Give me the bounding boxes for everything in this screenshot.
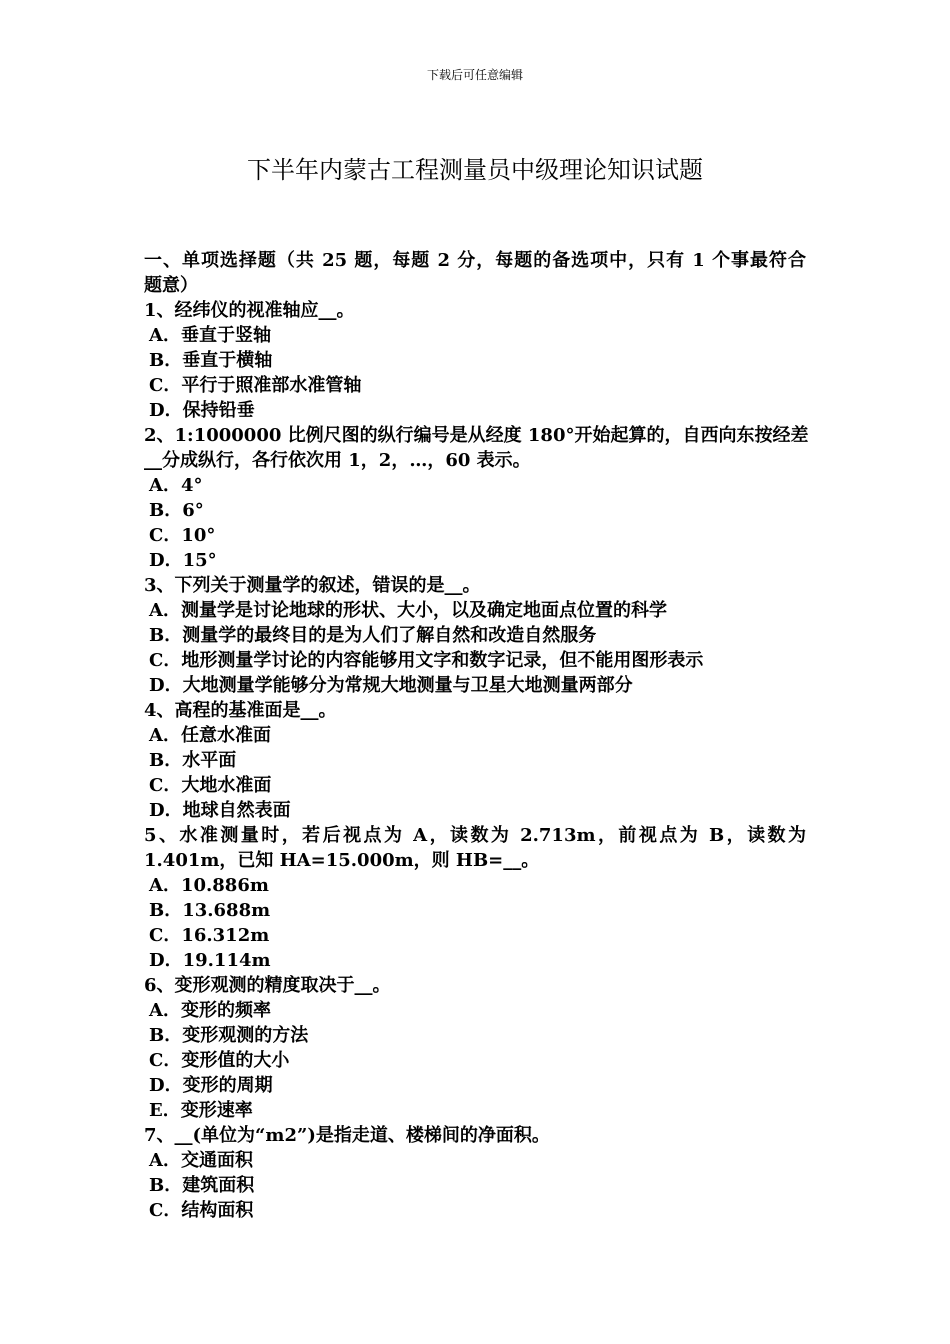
option-b: B．垂直于横轴 bbox=[149, 350, 273, 371]
question-stem: 5、水准测量时，若后视点为 A，读数为 2.713m，前视点为 B，读数为 bbox=[144, 825, 806, 846]
option-a: A．任意水准面 bbox=[149, 725, 271, 746]
question-stem: 7、__(单位为“m2”)是指走道、楼梯间的净面积。 bbox=[144, 1125, 550, 1146]
option-e: E．变形速率 bbox=[149, 1100, 253, 1121]
option-a: A．垂直于竖轴 bbox=[149, 325, 271, 346]
page-title: 下半年内蒙古工程测量员中级理论知识试题 bbox=[247, 156, 703, 184]
option-c: C．地形测量学讨论的内容能够用文字和数字记录，但不能用图形表示 bbox=[149, 650, 704, 671]
question-stem: 1、经纬仪的视准轴应__。 bbox=[144, 300, 355, 321]
section-heading-line-1: 一、单项选择题（共 25 题，每题 2 分，每题的备选项中，只有 1 个事最符合 bbox=[144, 250, 806, 271]
option-c: C．10° bbox=[149, 525, 216, 546]
question-stem-continued: __分成纵行，各行依次用 1，2，…，60 表示。 bbox=[144, 450, 531, 471]
question-6 bbox=[144, 973, 806, 1123]
section-heading-line-2: 题意） bbox=[144, 275, 198, 296]
question-5 bbox=[144, 823, 806, 973]
option-b: B．6° bbox=[149, 500, 204, 521]
option-a: A．4° bbox=[149, 475, 203, 496]
question-stem: 6、变形观测的精度取决于__。 bbox=[144, 975, 391, 996]
question-3 bbox=[144, 573, 806, 698]
option-d: D．地球自然表面 bbox=[149, 800, 291, 821]
question-stem-continued: 1.401m，已知 HA=15.000m，则 HB=__。 bbox=[144, 850, 540, 871]
question-stem: 3、下列关于测量学的叙述，错误的是__。 bbox=[144, 575, 481, 596]
option-c: C．变形值的大小 bbox=[149, 1050, 290, 1071]
option-a: A．变形的频率 bbox=[149, 1000, 271, 1021]
option-c: C．结构面积 bbox=[149, 1200, 254, 1221]
header-note: 下载后可任意编辑 bbox=[426, 68, 523, 82]
option-a: A．交通面积 bbox=[149, 1150, 253, 1171]
option-d: D．变形的周期 bbox=[149, 1075, 273, 1096]
question-4 bbox=[144, 698, 806, 823]
option-c: C．16.312m bbox=[149, 925, 270, 946]
option-b: B．13.688m bbox=[149, 900, 271, 921]
option-b: B．水平面 bbox=[149, 750, 237, 771]
option-d: D．19.114m bbox=[149, 950, 271, 971]
question-1 bbox=[144, 298, 806, 423]
option-b: B．变形观测的方法 bbox=[149, 1025, 309, 1046]
option-a: A．10.886m bbox=[149, 875, 269, 896]
option-d: D．大地测量学能够分为常规大地测量与卫星大地测量两部分 bbox=[149, 675, 633, 696]
exam-content bbox=[144, 248, 809, 1223]
option-d: D．15° bbox=[149, 550, 217, 571]
option-c: C．大地水准面 bbox=[149, 775, 272, 796]
option-b: B．建筑面积 bbox=[149, 1175, 255, 1196]
question-stem: 2、1:1000000 比例尺图的纵行编号是从经度 180°开始起算的，自西向东按经差 bbox=[144, 425, 809, 446]
question-7 bbox=[144, 1123, 806, 1223]
question-2 bbox=[144, 423, 809, 573]
question-stem: 4、高程的基准面是__。 bbox=[144, 700, 337, 721]
option-d: D．保持铅垂 bbox=[149, 400, 255, 421]
option-c: C．平行于照准部水准管轴 bbox=[149, 375, 362, 396]
option-a: A．测量学是讨论地球的形状、大小，以及确定地面点位置的科学 bbox=[149, 600, 667, 621]
option-b: B．测量学的最终目的是为人们了解自然和改造自然服务 bbox=[149, 625, 597, 646]
